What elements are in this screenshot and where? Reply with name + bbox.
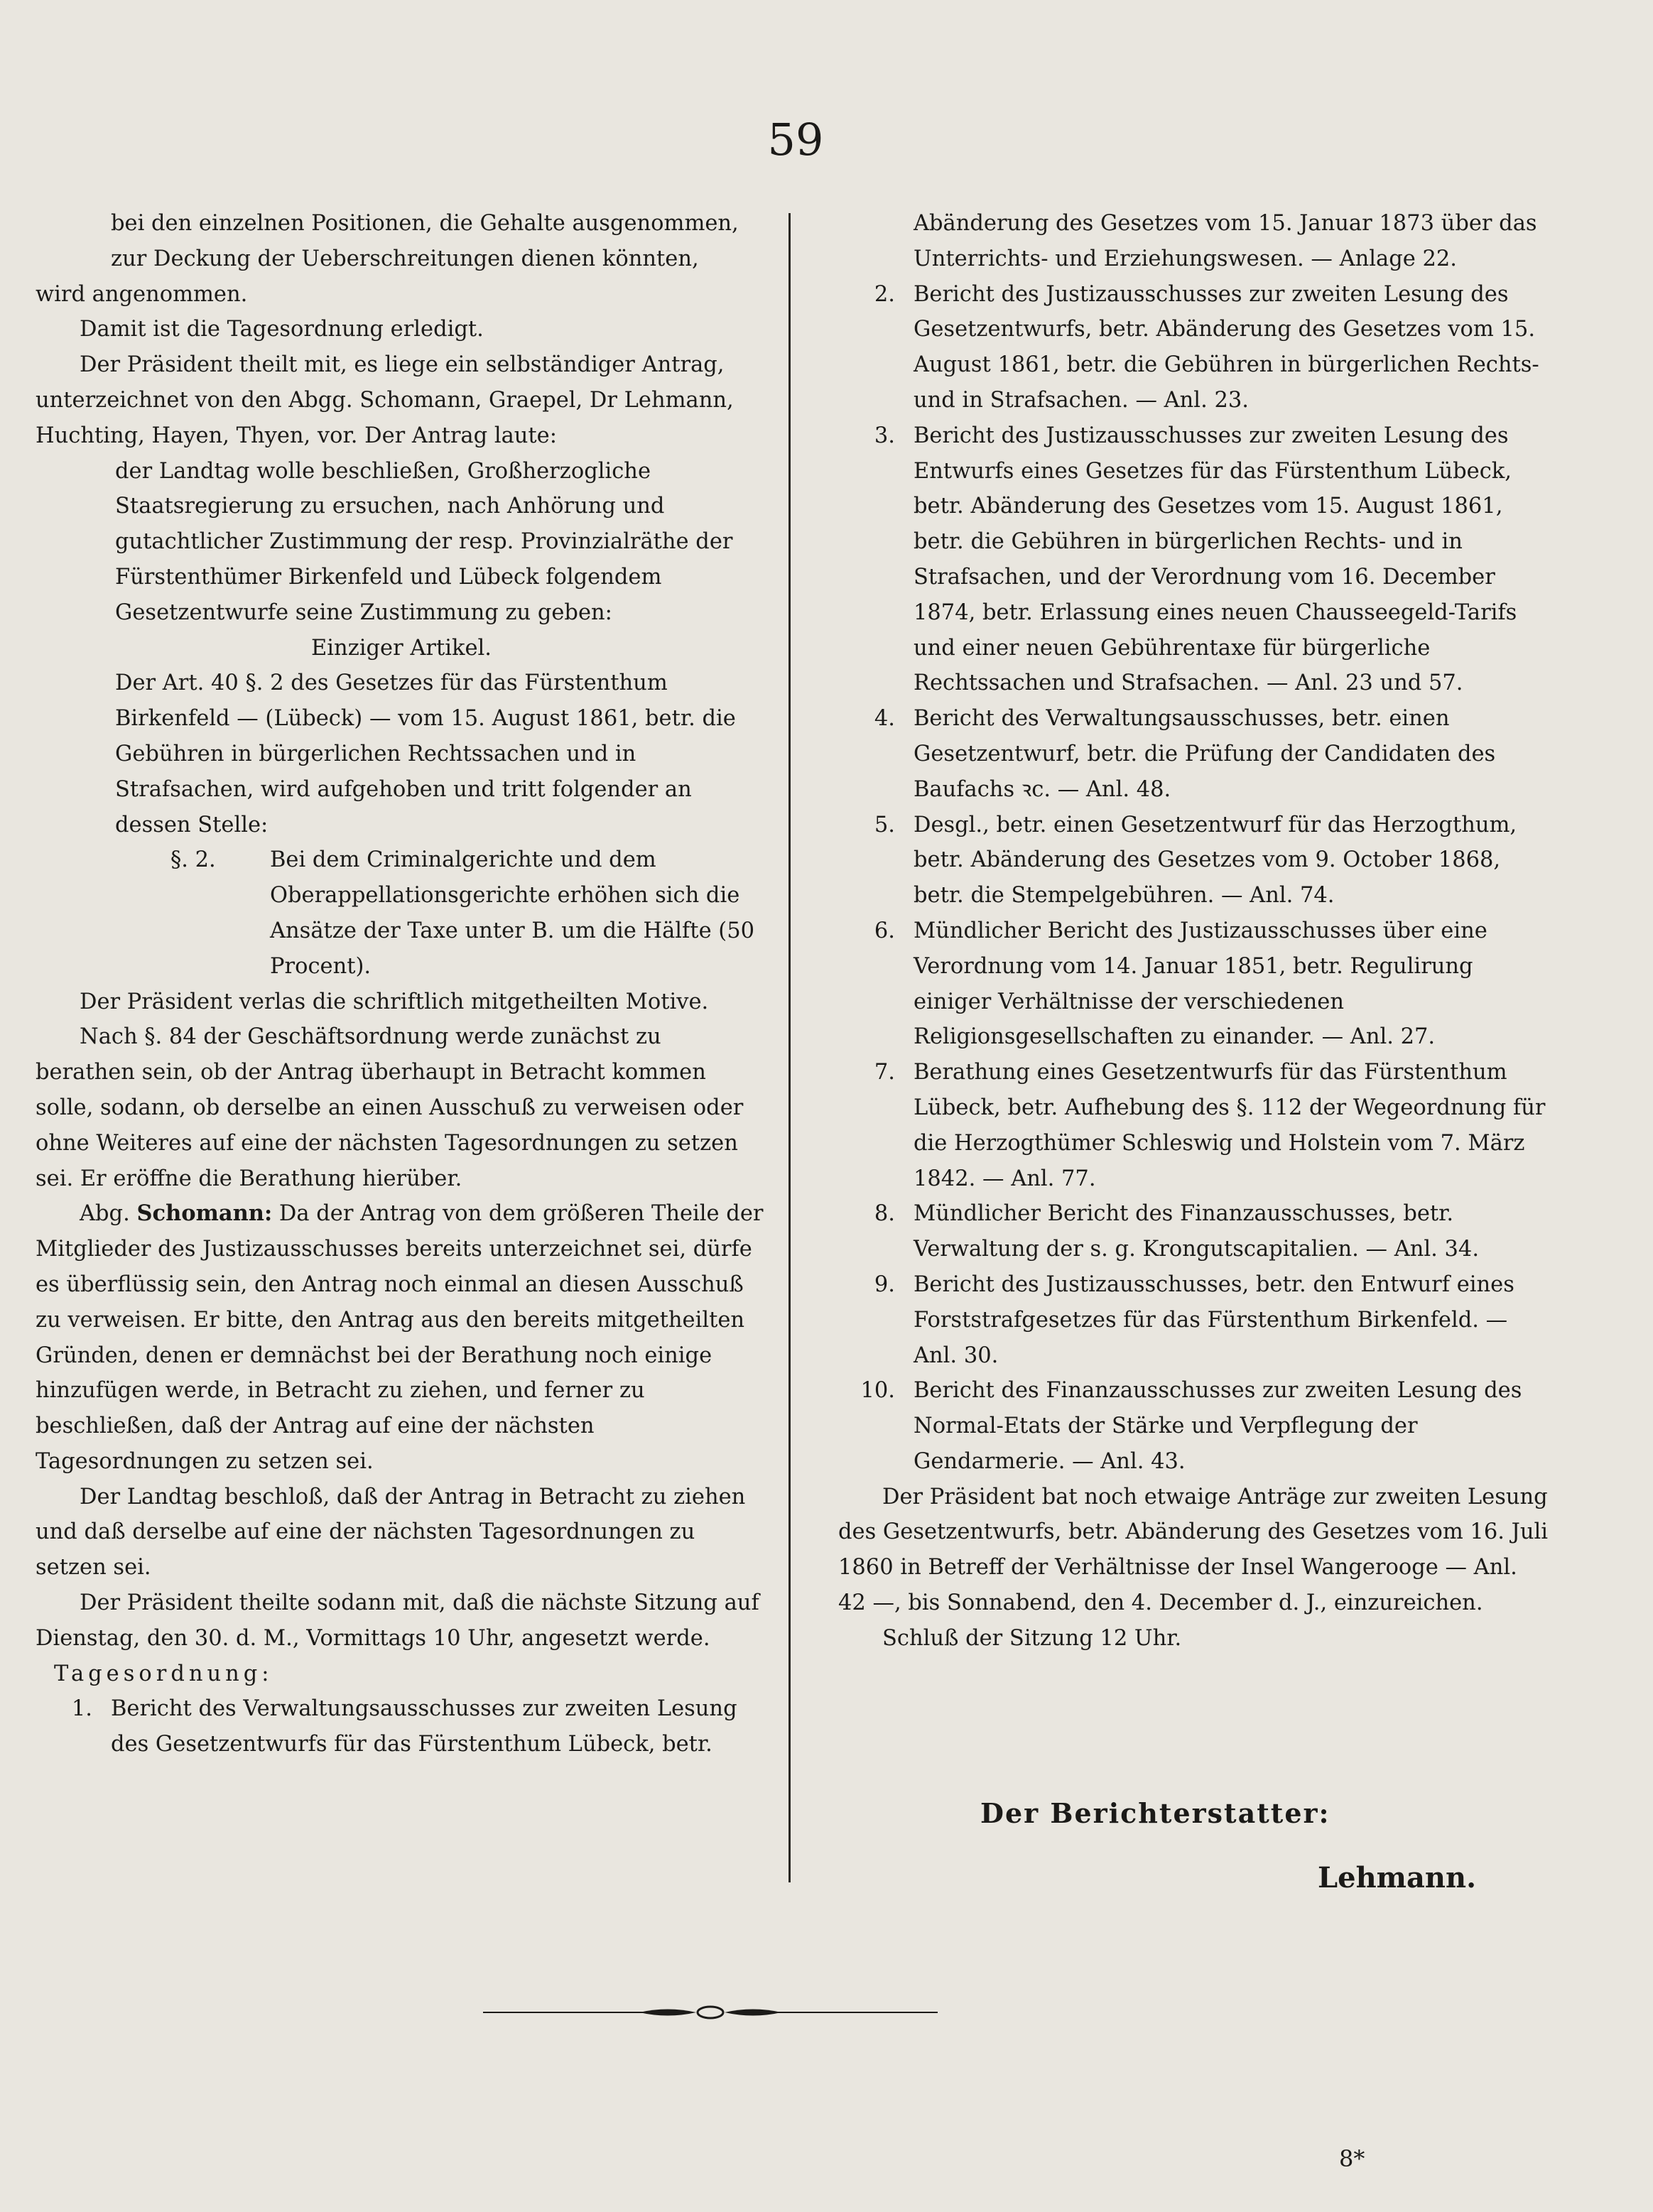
agenda-item bbox=[838, 913, 1549, 1055]
agenda-item-text: Bericht des Verwaltungsausschusses, betr. einen Gesetzentwurf, betr. die Prüfung der Candidaten des Baufachs ꝛc. — Anl. 48. bbox=[914, 706, 1496, 802]
agenda-heading: Tagesordnung: bbox=[54, 1661, 273, 1686]
agenda-item-number: 6. bbox=[874, 918, 895, 943]
right-column bbox=[838, 206, 1549, 1657]
agenda-item-text: Mündlicher Bericht des Finanzausschusses, betr. Verwaltung der s. g. Krongutscapitalien. — Anl. 34. bbox=[914, 1201, 1480, 1262]
speaker-prefix: Abg. bbox=[80, 1201, 137, 1227]
agenda-item-number: 1. bbox=[71, 1696, 92, 1722]
agenda-item bbox=[838, 418, 1549, 701]
agenda-item bbox=[838, 1373, 1549, 1479]
column-divider bbox=[788, 213, 791, 1882]
motion-title: Einziger Artikel. bbox=[311, 635, 492, 661]
agenda-item bbox=[36, 1691, 767, 1762]
session-close: Schluß der Sitzung 12 Uhr. bbox=[882, 1625, 1182, 1651]
paragraph: Der Präsident theilt mit, es liege ein selbständiger Antrag, unterzeichnet von den Abgg. Schomann, Graepel, Dr Lehmann, Huchting, Hayen, Thyen, vor. Der Antrag laute: bbox=[36, 352, 734, 448]
paragraph: Der Präsident theilte sodann mit, daß die nächste Sitzung auf Dienstag, den 30. d. M., Vormittags 10 Uhr, angesetzt werde. bbox=[36, 1590, 759, 1651]
agenda-item-number: 2. bbox=[874, 281, 895, 307]
agenda-item-number: 7. bbox=[874, 1060, 895, 1085]
paragraph-section bbox=[36, 842, 767, 984]
agenda-item-text: Mündlicher Bericht des Justizausschusses über eine Verordnung vom 14. Januar 1851, betr. Regulirung einiger Verhältnisse der verschiedenen Religionsgesellschaften zu einander. — Anl. 27. bbox=[914, 918, 1487, 1050]
agenda-item bbox=[838, 808, 1549, 913]
left-column bbox=[36, 206, 767, 1762]
page-number: 59 bbox=[767, 114, 824, 166]
agenda-item-number: 10. bbox=[860, 1378, 895, 1404]
agenda-item bbox=[838, 1055, 1549, 1196]
ornament-divider bbox=[483, 2002, 938, 2023]
agenda-item-text: Bericht des Justizausschusses zur zweiten Lesung des Gesetzentwurfs, betr. Abänderung des Gesetzes vom 15. August 1861, betr. die Gebühren in bürgerlichen Rechts- und in Strafsachen. — Anl. 23. bbox=[914, 281, 1539, 413]
agenda-item-text: Bericht des Justizausschusses zur zweiten Lesung des Entwurfs eines Gesetzes für das Fürstenthum Lübeck, betr. Abänderung des Gesetzes vom 15. August 1861, betr. die Gebühren in bürgerlichen Rechts- und in Strafsachen, und der Verordnung vom 16. December 1874, betr. Erlassung eines neuen Chausseegeld-Tarifs und einer neuen Gebührentaxe für bürgerliche Rechtssachen und Strafsachen. — Anl. 23 und 57. bbox=[914, 423, 1517, 696]
speaker-text: Da der Antrag von dem größeren Theile der Mitglieder des Justizausschusses bereits unterzeichnet sei, dürfe es überflüssig sein, den Antrag noch einmal an diesen Ausschuß zu verweisen. Er bitte, den Antrag aus den bereits mitgetheilten Gründen, denen er demnächst bei der Berathung noch einige hinzufügen werde, in Betracht zu ziehen, und ferner zu beschließen, daß der Antrag auf eine der nächsten Tagesordnungen zu setzen sei. bbox=[36, 1201, 764, 1474]
reporter-label: Der Berichterstatter: bbox=[980, 1797, 1330, 1829]
paragraph: Der Präsident bat noch etwaige Anträge zur zweiten Lesung des Gesetzentwurfs, betr. Abänderung des Gesetzes vom 16. Juli 1860 in Betreff der Verhältnisse der Insel Wangerooge — Anl. 42 —, bis Sonnabend, den 4. December d. J., einzureichen. bbox=[838, 1484, 1549, 1616]
agenda-list bbox=[838, 277, 1549, 1480]
agenda-item bbox=[838, 1196, 1549, 1267]
agenda-item bbox=[838, 1267, 1549, 1373]
agenda-item-text: Bericht des Finanzausschusses zur zweiten Lesung des Normal-Etats der Stärke und Verpflegung der Gendarmerie. — Anl. 43. bbox=[914, 1378, 1522, 1474]
paragraph: Damit ist die Tagesordnung erledigt. bbox=[80, 317, 484, 342]
speaker-name: Schomann: bbox=[136, 1200, 273, 1227]
agenda-item-number: 4. bbox=[874, 706, 895, 732]
agenda-item-text: Bericht des Verwaltungsausschusses zur zweiten Lesung des Gesetzentwurfs für das Fürstenthum Lübeck, betr. bbox=[111, 1696, 737, 1757]
agenda-item-number: 9. bbox=[874, 1272, 895, 1297]
reporter-name: Lehmann. bbox=[1318, 1861, 1476, 1894]
agenda-item-text: Bericht des Justizausschusses, betr. den Entwurf eines Forststrafgesetzes für das Fürstenthum Birkenfeld. — Anl. 30. bbox=[914, 1272, 1514, 1368]
article-text: Der Art. 40 §. 2 des Gesetzes für das Fürstenthum Birkenfeld — (Lübeck) — vom 15. August 1861, betr. die Gebühren in bürgerlichen Rechtssachen und in Strafsachen, wird aufgehoben und tritt folgender an dessen Stelle: bbox=[115, 671, 736, 837]
paragraph: bei den einzelnen Positionen, die Gehalte ausgenommen, zur Deckung der Ueberschreitungen dienen könnten, bbox=[111, 211, 739, 271]
paragraph: Der Präsident verlas die schriftlich mitgetheilten Motive. bbox=[80, 989, 709, 1014]
agenda-item-number: 8. bbox=[874, 1201, 895, 1227]
paragraph: wird angenommen. bbox=[36, 281, 248, 307]
agenda-item-continued: Abänderung des Gesetzes vom 15. Januar 1873 über das Unterrichts- und Erziehungswesen. — Anlage 22. bbox=[914, 211, 1537, 271]
paragraph-text: Bei dem Criminalgerichte und dem Oberappellationsgerichte erhöhen sich die Ansätze der Taxe unter B. um die Hälfte (50 Procent). bbox=[270, 847, 755, 979]
sheet-mark: 8* bbox=[1339, 2145, 1365, 2172]
agenda-item-number: 3. bbox=[874, 423, 895, 448]
speaker-paragraph bbox=[36, 1196, 767, 1479]
agenda-item-text: Desgl., betr. einen Gesetzentwurf für das Herzogthum, betr. Abänderung des Gesetzes vom 9. October 1868, betr. die Stempelgebühren. — Anl. 74. bbox=[914, 812, 1517, 909]
paragraph: Nach §. 84 der Geschäftsordnung werde zunächst zu berathen sein, ob der Antrag überhaupt in Betracht kommen solle, sodann, ob derselbe an einen Ausschuß zu verweisen oder ohne Weiteres auf eine der nächsten Tagesordnungen zu setzen sei. Er eröffne die Berathung hierüber. bbox=[36, 1024, 744, 1191]
agenda-item-number: 5. bbox=[874, 812, 895, 837]
agenda-item bbox=[838, 277, 1549, 418]
agenda-item bbox=[838, 701, 1549, 807]
motion-text: der Landtag wolle beschließen, Großherzogliche Staatsregierung zu ersuchen, nach Anhörung und gutachtlicher Zustimmung der resp. Provinzialräthe der Fürstenthümer Birkenfeld und Lübeck folgendem Gesetzentwurfe seine Zustimmung zu geben: bbox=[115, 458, 733, 625]
agenda-item-text: Berathung eines Gesetzentwurfs für das Fürstenthum Lübeck, betr. Aufhebung des §. 112 der Wegeordnung für die Herzogthümer Schleswig und Holstein vom 7. März 1842. — Anl. 77. bbox=[914, 1060, 1546, 1191]
paragraph-label: §. 2. bbox=[170, 847, 216, 873]
paragraph: Der Landtag beschloß, daß der Antrag in Betracht zu ziehen und daß derselbe auf eine der nächsten Tagesordnungen zu setzen sei. bbox=[36, 1484, 746, 1581]
